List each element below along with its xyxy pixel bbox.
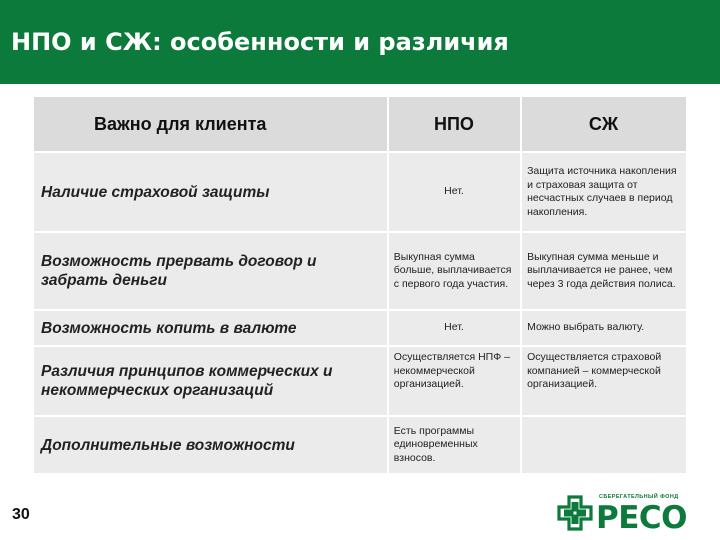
logo-wordmark: РЕСО bbox=[596, 500, 687, 536]
row-criterion: Возможность прервать договор и забрать деньги bbox=[34, 231, 387, 309]
row-npo-value: Есть программы единовременных взносов. bbox=[387, 415, 520, 473]
row-szh-value bbox=[520, 415, 686, 473]
header-npo: НПО bbox=[387, 97, 520, 151]
row-szh-value: Защита источника накопления и страховая защита от несчастных случаев в период накопления. bbox=[520, 151, 686, 231]
row-criterion: Наличие страховой защиты bbox=[34, 151, 387, 231]
header-szh: СЖ bbox=[520, 97, 686, 151]
slide-title: НПО и СЖ: особенности и различия bbox=[11, 28, 509, 56]
row-criterion: Различия принципов коммерческих и некоммерческих организаций bbox=[34, 345, 387, 415]
page-number: 30 bbox=[12, 506, 30, 523]
table-row bbox=[34, 151, 686, 231]
row-szh-value: Можно выбрать валюту. bbox=[520, 309, 686, 345]
row-npo-value: Осуществляется НПФ – некоммерческой организацией. bbox=[387, 345, 520, 415]
table-row bbox=[34, 415, 686, 473]
logo-small-text: СБЕРЕГАТЕЛЬНЫЙ ФОНД bbox=[599, 494, 679, 500]
table-row bbox=[34, 345, 686, 415]
row-npo-value: Нет. bbox=[387, 151, 520, 231]
reso-logo bbox=[556, 494, 691, 536]
row-npo-value: Нет. bbox=[387, 309, 520, 345]
slide-header bbox=[0, 0, 720, 84]
table-row bbox=[34, 309, 686, 345]
row-szh-value: Выкупная сумма меньше и выплачивается не ранее, чем через 3 года действия полиса. bbox=[520, 231, 686, 309]
row-criterion: Дополнительные возможности bbox=[34, 415, 387, 473]
table-row bbox=[34, 231, 686, 309]
row-npo-value: Выкупная сумма больше, выплачивается с первого года участия. bbox=[387, 231, 520, 309]
header-criterion: Важно для клиента bbox=[34, 97, 387, 151]
row-szh-value: Осуществляется страховой компанией – коммерческой организацией. bbox=[520, 345, 686, 415]
table-header-row bbox=[34, 97, 686, 151]
reso-cross-logo-icon bbox=[556, 494, 594, 532]
comparison-table bbox=[34, 97, 686, 473]
row-criterion: Возможность копить в валюте bbox=[34, 309, 387, 345]
